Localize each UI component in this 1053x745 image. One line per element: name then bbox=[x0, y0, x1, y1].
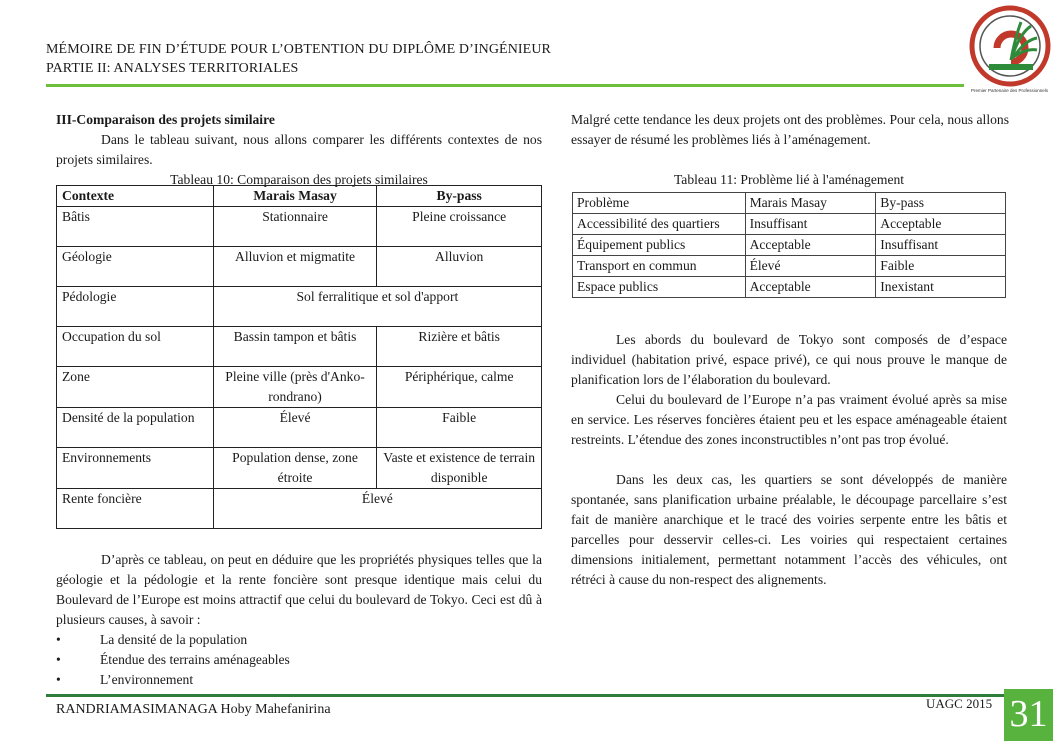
list-item-text: La densité de la population bbox=[100, 632, 248, 647]
cell: Insuffisant bbox=[745, 214, 876, 235]
table-row bbox=[57, 489, 542, 529]
cell-bypass: Pleine croissance bbox=[377, 207, 542, 247]
section-title: III-Comparaison des projets similaire bbox=[56, 112, 275, 127]
right-paragraph-3: Dans les deux cas, les quartiers se sont développés de manière spontanée, sans planification urbaine préalable, le découpage parcellaire s’est fait de manière anarchique et le tracé des voiries serpente entre les bâtis et parcelles pour desservir celles-ci. Les voiries qui respectaient certaines dimensions initialement, permettant notamment l’accès des véhicules, ont rétréci à cause du non-respect des alignements. bbox=[571, 472, 1007, 587]
row-label: Zone bbox=[57, 367, 214, 408]
cell-merged: Sol ferralitique et sol d'apport bbox=[213, 287, 541, 327]
left-intro: Dans le tableau suivant, nous allons comparer les différents contextes de nos projets similaires. bbox=[56, 132, 542, 167]
cell: Acceptable bbox=[745, 277, 876, 298]
cell-bypass: Périphérique, calme bbox=[377, 367, 542, 408]
col-header-probleme: Problème bbox=[573, 193, 746, 214]
col-header-contexte: Contexte bbox=[57, 186, 214, 207]
cell-marais: Alluvion et migmatite bbox=[213, 247, 377, 287]
row-label: Pédologie bbox=[57, 287, 214, 327]
row-label: Occupation du sol bbox=[57, 327, 214, 367]
logo-tagline: Premier Partenaire des Professionnels bbox=[971, 88, 1049, 93]
header-subtitle: PARTIE II: ANALYSES TERRITORIALES bbox=[46, 61, 299, 76]
cell: Espace publics bbox=[573, 277, 746, 298]
header-divider bbox=[46, 84, 964, 87]
cell-marais: Pleine ville (près d'Anko-rondrano) bbox=[213, 367, 377, 408]
table-problemes bbox=[572, 192, 1006, 298]
left-conclusion: D’après ce tableau, on peut en déduire que les propriétés physiques telles que la géologie et la pédologie et la rente foncière sont presque identique mais celui du Boulevard de l’Europe est moins attractif que celui du boulevard de Tokyo. Ceci est dû à plusieurs causes, à savoir : bbox=[56, 552, 542, 627]
table-row bbox=[57, 327, 542, 367]
cell-marais: Stationnaire bbox=[213, 207, 377, 247]
cell-marais: Élevé bbox=[213, 408, 377, 448]
table-row bbox=[573, 256, 1006, 277]
table10-caption: Tableau 10: Comparaison des projets similaires bbox=[170, 172, 428, 187]
table-comparaison bbox=[56, 185, 542, 529]
table-row bbox=[57, 448, 542, 489]
bullet-list bbox=[56, 630, 542, 690]
cell-bypass: Vaste et existence de terrain disponible bbox=[377, 448, 542, 489]
cell: Accessibilité des quartiers bbox=[573, 214, 746, 235]
cell: Acceptable bbox=[745, 235, 876, 256]
row-label: Densité de la population bbox=[57, 408, 214, 448]
cell-bypass: Rizière et bâtis bbox=[377, 327, 542, 367]
cell-bypass: Faible bbox=[377, 408, 542, 448]
table-row bbox=[573, 214, 1006, 235]
cell: Inexistant bbox=[876, 277, 1006, 298]
table-row bbox=[57, 408, 542, 448]
footer-year: UAGC 2015 bbox=[926, 696, 993, 711]
right-paragraph-2: Celui du boulevard de l’Europe n’a pas vraiment évolué après sa mise en service. Les réserves foncières étaient peu et les espace aménageable étaient restreints. L’étendue des zones inconstructibles n’ont pas trop évolué. bbox=[571, 392, 1007, 447]
right-intro: Malgré cette tendance les deux projets ont des problèmes. Pour cela, nous allons essayer de résumé les problèmes liés à l’aménagement. bbox=[571, 112, 1009, 147]
row-label: Bâtis bbox=[57, 207, 214, 247]
bullet-icon: • bbox=[56, 652, 61, 667]
cell: Élevé bbox=[745, 256, 876, 277]
list-item bbox=[56, 630, 542, 650]
cell: Acceptable bbox=[876, 214, 1006, 235]
cell: Transport en commun bbox=[573, 256, 746, 277]
school-logo bbox=[967, 4, 1053, 96]
col-header-bypass: By-pass bbox=[377, 186, 542, 207]
table-row bbox=[57, 367, 542, 408]
cell: Insuffisant bbox=[876, 235, 1006, 256]
table-row bbox=[573, 235, 1006, 256]
header-title: MÉMOIRE DE FIN D’ÉTUDE POUR L’OBTENTION DU DIPLÔME D’INGÉNIEUR bbox=[46, 42, 551, 57]
list-item-text: Étendue des terrains aménageables bbox=[100, 652, 290, 667]
row-label: Rente foncière bbox=[57, 489, 214, 529]
col-header-marais: Marais Masay bbox=[745, 193, 876, 214]
col-header-marais: Marais Masay bbox=[213, 186, 377, 207]
bullet-icon: • bbox=[56, 632, 61, 647]
row-label: Géologie bbox=[57, 247, 214, 287]
cell-merged: Élevé bbox=[213, 489, 541, 529]
col-header-bypass: By-pass bbox=[876, 193, 1006, 214]
footer-divider bbox=[46, 694, 1004, 697]
cell-marais: Bassin tampon et bâtis bbox=[213, 327, 377, 367]
table-row bbox=[57, 287, 542, 327]
cell-bypass: Alluvion bbox=[377, 247, 542, 287]
cell: Équipement publics bbox=[573, 235, 746, 256]
list-item-text: L’environnement bbox=[100, 672, 194, 687]
table-row bbox=[573, 277, 1006, 298]
table-row bbox=[57, 207, 542, 247]
table-row bbox=[57, 247, 542, 287]
list-item bbox=[56, 670, 542, 690]
table11-caption: Tableau 11: Problème lié à l'aménagement bbox=[673, 172, 905, 187]
footer-author: RANDRIAMASIMANAGA Hoby Mahefanirina bbox=[56, 702, 331, 717]
page-number: 31 bbox=[1004, 689, 1053, 741]
cell: Faible bbox=[876, 256, 1006, 277]
row-label: Environnements bbox=[57, 448, 214, 489]
bullet-icon: • bbox=[56, 672, 61, 687]
cell-marais: Population dense, zone étroite bbox=[213, 448, 377, 489]
right-paragraph-1: Les abords du boulevard de Tokyo sont composés de d’espace individuel (habitation privé, espace privé), ce qui nous prouve le manque de planification lors de l’élaboration du boulevard. bbox=[571, 332, 1007, 387]
list-item bbox=[56, 650, 542, 670]
